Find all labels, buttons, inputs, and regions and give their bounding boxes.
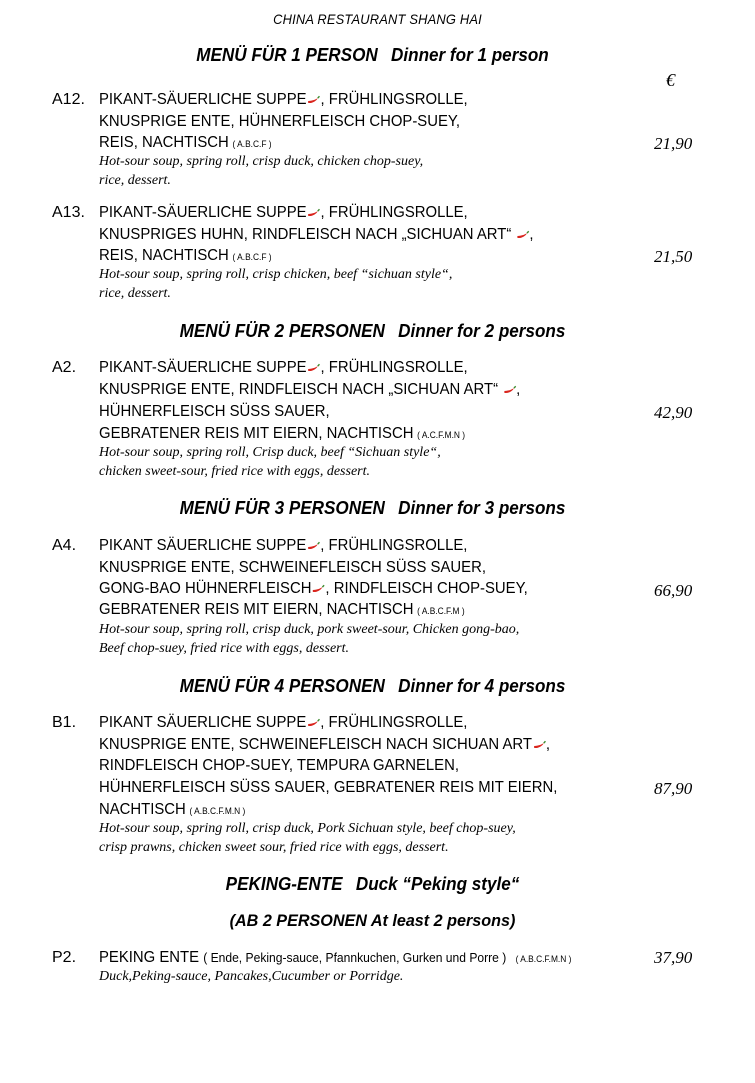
item-text: KNUSPRIGES HUHN, RINDFLEISCH NACH „SICHUAN ART“ — [99, 226, 512, 243]
allergen-codes: ( A.B.C.F ) — [232, 252, 272, 262]
item-english: Duck,Peking-sauce, Pancakes,Cucumber or Porridge. — [99, 969, 404, 984]
section-title-de: PEKING-ENTE — [225, 874, 343, 894]
section-heading-4-persons — [19, 676, 727, 697]
item-english: Hot-sour soup, spring roll, crisp duck, Pork Sichuan style, beef chop-suey, — [99, 821, 516, 836]
item-line — [99, 580, 528, 598]
chili-icon — [502, 385, 516, 395]
item-line — [99, 134, 272, 152]
allergen-codes: ( A.B.C.F.M ) — [417, 606, 465, 616]
item-description: ( Ende, Peking-sauce, Pfannkuchen, Gurken und Porre ) — [203, 950, 507, 965]
allergen-codes: ( A.B.C.F.M.N ) — [515, 954, 572, 964]
item-line: HÜHNERFLEISCH SÜSS SAUER, — [99, 403, 330, 420]
item-line — [99, 381, 520, 399]
item-line — [99, 801, 245, 819]
item-line — [99, 247, 272, 265]
item-line — [99, 226, 534, 244]
item-english: chicken sweet-sour, fried rice with eggs, dessert. — [99, 464, 371, 479]
item-text: NACHTISCH — [99, 801, 186, 818]
item-price: 66,90 — [654, 581, 693, 600]
item-text: KNUSPRIGE ENTE, RINDFLEISCH NACH „SICHUAN ART“ — [99, 381, 499, 398]
chili-icon — [306, 541, 320, 551]
chili-icon — [307, 208, 321, 218]
currency-symbol: € — [666, 70, 675, 90]
item-english: Beef chop-suey, fried rice with eggs, dessert. — [99, 641, 349, 656]
item-text: , FRÜHLINGSROLLE, — [320, 204, 468, 221]
item-text: REIS, NACHTISCH — [99, 134, 229, 151]
item-english: Hot-sour soup, spring roll, crisp duck, pork sweet-sour, Chicken gong-bao, — [99, 622, 520, 637]
item-price: 42,90 — [654, 403, 693, 422]
item-code: A12. — [52, 91, 85, 108]
item-english: crisp prawns, chicken sweet sour, fried rice with eggs, dessert. — [99, 840, 449, 855]
chili-icon — [311, 584, 325, 594]
item-code: P2. — [52, 949, 77, 966]
item-text: GEBRATENER REIS MIT EIERN, NACHTISCH — [99, 425, 414, 442]
item-text: , — [516, 381, 521, 398]
chili-icon — [532, 740, 546, 750]
item-english: Hot-sour soup, spring roll, crisp duck, chicken chop-suey, — [99, 154, 424, 169]
item-text: PIKANT-SÄUERLICHE SUPPE — [99, 359, 307, 376]
item-text: , — [529, 226, 534, 243]
chili-icon — [515, 230, 529, 240]
item-line: RINDFLEISCH CHOP-SUEY, TEMPURA GARNELEN, — [99, 757, 459, 774]
item-price: 21,90 — [654, 134, 693, 153]
section-title-de: MENÜ FÜR 3 PERSONEN — [179, 498, 385, 518]
restaurant-title: CHINA RESTAURANT SHANG HAI — [273, 11, 482, 27]
section-title-de: MENÜ FÜR 4 PERSONEN — [179, 676, 385, 696]
section-heading-2-persons — [19, 321, 727, 342]
item-text: , FRÜHLINGSROLLE, — [320, 537, 468, 554]
item-text: GEBRATENER REIS MIT EIERN, NACHTISCH — [99, 601, 414, 618]
item-line — [99, 91, 468, 109]
item-code: B1. — [52, 714, 77, 731]
item-line — [99, 949, 571, 967]
item-text: , RINDFLEISCH CHOP-SUEY, — [325, 580, 528, 597]
section-title-en: Dinner for 3 persons — [398, 498, 566, 518]
item-text: GONG-BAO HÜHNERFLEISCH — [99, 580, 312, 597]
item-text: PIKANT-SÄUERLICHE SUPPE — [99, 91, 307, 108]
item-price: 87,90 — [654, 779, 693, 798]
item-text: PIKANT-SÄUERLICHE SUPPE — [99, 204, 307, 221]
section-subheading: (AB 2 PERSONEN At least 2 persons) — [229, 911, 516, 930]
item-line: HÜHNERFLEISCH SÜSS SAUER, GEBRATENER REIS MIT EIERN, — [99, 779, 558, 796]
section-title-en: Duck “Peking style“ — [355, 874, 520, 894]
section-heading-3-persons — [19, 498, 727, 519]
item-price: 21,50 — [654, 247, 693, 266]
item-english: rice, dessert. — [99, 286, 171, 301]
item-text: KNUSPRIGE ENTE, SCHWEINEFLEISCH NACH SICHUAN ART — [99, 736, 532, 753]
item-line — [99, 736, 550, 754]
chili-icon — [306, 718, 320, 728]
allergen-codes: ( A.B.C.F ) — [232, 139, 272, 149]
item-text: , FRÜHLINGSROLLE, — [320, 359, 468, 376]
item-text: , — [545, 736, 551, 753]
item-text: PEKING ENTE — [99, 949, 200, 966]
item-line — [99, 425, 465, 443]
item-line: KNUSPRIGE ENTE, SCHWEINEFLEISCH SÜSS SAUER, — [99, 559, 486, 576]
item-text: , FRÜHLINGSROLLE, — [320, 91, 468, 108]
item-english: Hot-sour soup, spring roll, Crisp duck, beef “Sichuan style“, — [99, 445, 441, 460]
item-line — [99, 601, 465, 619]
item-line — [99, 714, 467, 732]
section-title-en: Dinner for 4 persons — [398, 676, 566, 696]
section-title-en: Dinner for 2 persons — [398, 321, 566, 341]
item-line — [99, 537, 467, 555]
item-code: A2. — [52, 359, 77, 376]
allergen-codes: ( A.B.C.F.M.N ) — [189, 806, 246, 816]
chili-icon — [307, 95, 321, 105]
section-title-de: MENÜ FÜR 2 PERSONEN — [179, 321, 385, 341]
section-title-en: Dinner for 1 person — [391, 45, 549, 65]
item-line — [99, 204, 468, 222]
item-text: PIKANT SÄUERLICHE SUPPE — [99, 537, 307, 554]
item-line — [99, 359, 468, 377]
item-text: PIKANT SÄUERLICHE SUPPE — [99, 714, 307, 731]
item-line: KNUSPRIGE ENTE, HÜHNERFLEISCH CHOP-SUEY, — [99, 113, 461, 130]
item-text: , FRÜHLINGSROLLE, — [320, 714, 468, 731]
item-english: Hot-sour soup, spring roll, crisp chicken, beef “sichuan style“, — [99, 267, 453, 282]
section-heading-peking-duck — [19, 874, 727, 895]
item-english: rice, dessert. — [99, 173, 171, 188]
allergen-codes: ( A.C.F.M.N ) — [417, 430, 466, 440]
item-price: 37,90 — [654, 948, 693, 967]
section-title-de: MENÜ FÜR 1 PERSON — [196, 45, 378, 65]
item-text: REIS, NACHTISCH — [99, 247, 229, 264]
section-heading-1-person — [19, 45, 727, 66]
item-code: A13. — [52, 204, 85, 221]
item-code: A4. — [52, 537, 77, 554]
chili-icon — [307, 363, 321, 373]
